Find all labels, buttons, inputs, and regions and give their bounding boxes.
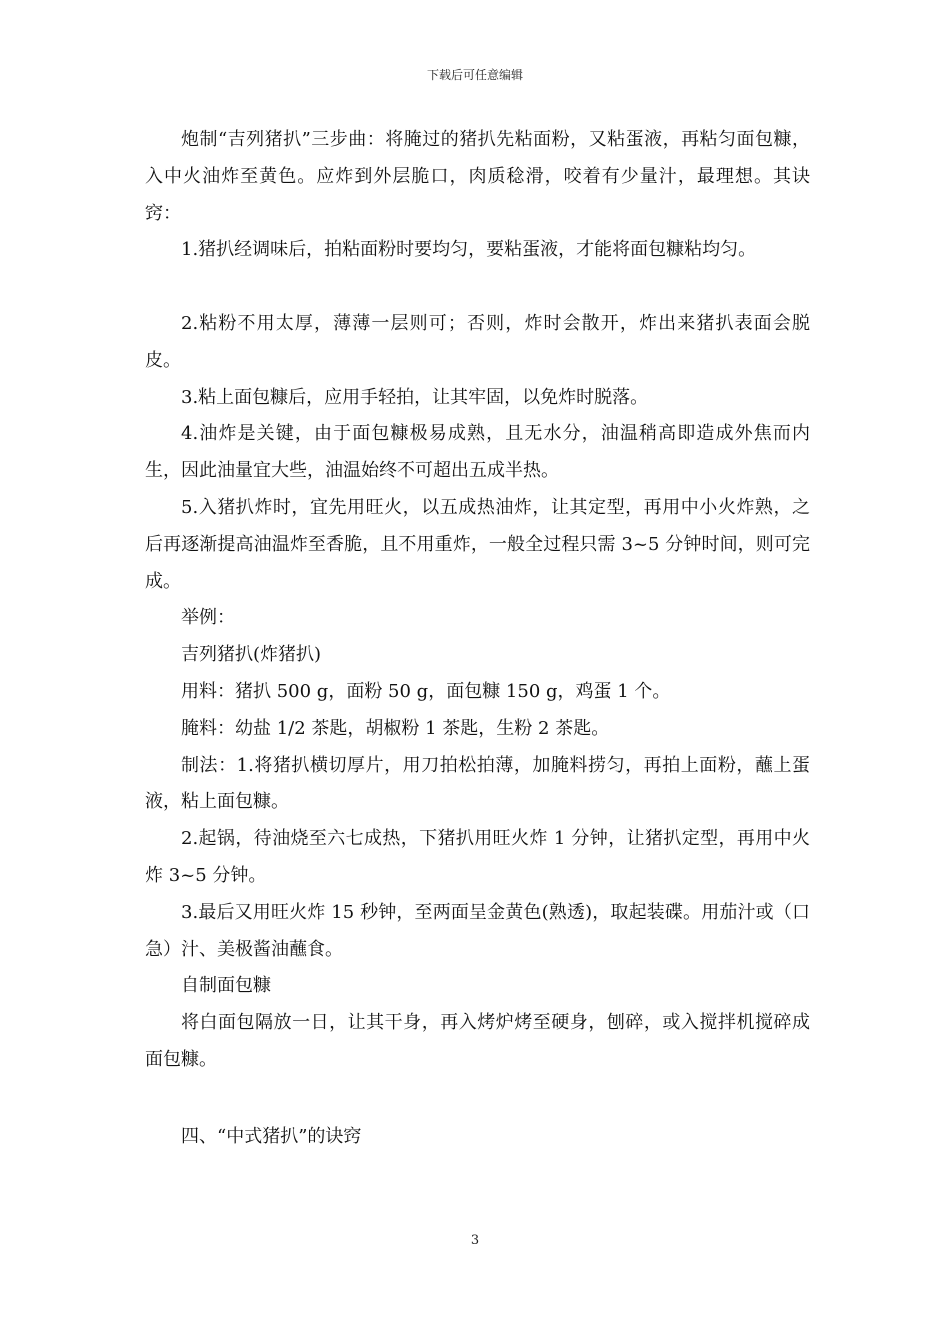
paragraph-intro: 炮制“吉列猪扒”三步曲：将腌过的猪扒先粘面粉，又粘蛋液，再粘匀面包糠，入中火油炸至黄色。应炸到外层脆口，肉质稔滑，咬着有少量汁，最理想。其诀窍： bbox=[145, 129, 810, 224]
recipe-step-3: 3.最后又用旺火炸 15 秒钟，至两面呈金黄色(熟透)，取起装碟。用茄汁或（口急）汁、美极酱油蘸食。 bbox=[145, 901, 810, 960]
paragraph-tip-5: 5.入猪扒炸时，宜先用旺火，以五成热油炸，让其定型，再用中小火炸熟，之后再逐渐提高油温炸至香脆，且不用重炸，一般全过程只需 3~5 分钟时间，则可完成。 bbox=[145, 496, 810, 592]
paragraph-tip-2: 2.粘粉不用太厚，薄薄一层则可；否则，炸时会散开，炸出来猪扒表面会脱皮。 bbox=[145, 312, 810, 371]
section-heading: 四、“中式猪扒”的诀窍 bbox=[181, 1125, 362, 1147]
paragraph-tip-3: 3.粘上面包糠后，应用手轻拍，让其牢固，以免炸时脱落。 bbox=[181, 386, 649, 408]
paragraph-example-label: 举例： bbox=[181, 607, 235, 629]
paragraph-tip-1: 1.猪扒经调味后，拍粘面粉时要均匀，要粘蛋液，才能将面包糠粘均匀。 bbox=[181, 239, 757, 261]
recipe-title: 吉列猪扒(炸猪扒) bbox=[181, 644, 322, 666]
document-body bbox=[145, 122, 810, 1156]
paragraph-tip-4: 4.油炸是关键，由于面包糠极易成熟，且无水分，油温稍高即造成外焦而内生，因此油量宜大些，油温始终不可超出五成半热。 bbox=[145, 423, 810, 482]
breadcrumb-method: 将白面包隔放一日，让其干身，再入烤炉烤至硬身，刨碎，或入搅拌机搅碎成面包糠。 bbox=[145, 1012, 810, 1070]
recipe-step-1: 制法：1.将猪扒横切厚片，用刀拍松拍薄，加腌料捞匀，再拍上面粉，蘸上蛋液，粘上面包糠。 bbox=[145, 754, 810, 813]
recipe-step-2: 2.起锅，待油烧至六七成热，下猪扒用旺火炸 1 分钟，让猪扒定型，再用中火炸 3~5 分钟。 bbox=[145, 828, 810, 886]
recipe-ingredients: 用料：猪扒 500 g，面粉 50 g，面包糠 150 g，鸡蛋 1 个。 bbox=[181, 680, 671, 702]
page-header: 下载后可任意编辑 bbox=[426, 68, 523, 82]
recipe-marinade: 腌料：幼盐 1/2 茶匙，胡椒粉 1 茶匙，生粉 2 茶匙。 bbox=[181, 717, 610, 739]
page-number: 3 bbox=[470, 1233, 480, 1248]
breadcrumb-subtitle: 自制面包糠 bbox=[181, 975, 271, 997]
